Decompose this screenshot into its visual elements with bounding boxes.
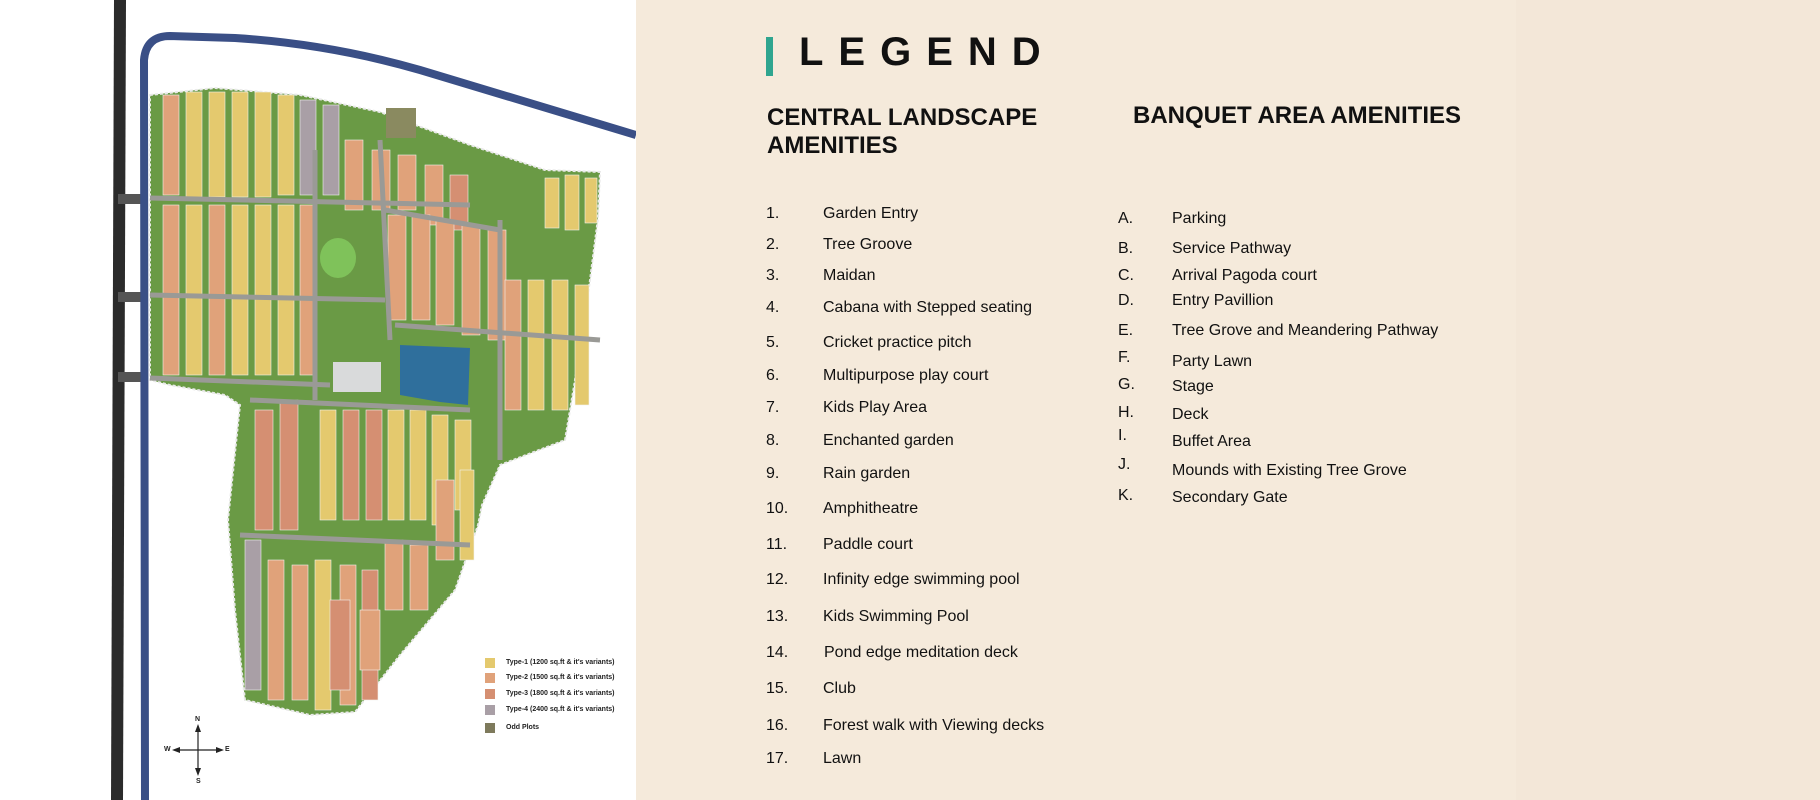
amenity-label: Secondary Gate xyxy=(1172,489,1288,506)
club-building xyxy=(333,362,381,392)
plot-strip xyxy=(488,230,506,340)
plot-strip xyxy=(323,105,339,195)
amenity-label: Enchanted garden xyxy=(823,432,954,449)
legend-panel xyxy=(636,0,1820,800)
plot-strip xyxy=(245,540,261,690)
amenity-number: 10. xyxy=(766,500,789,517)
plot-type-swatch xyxy=(485,658,495,668)
plot-strip xyxy=(528,280,544,410)
plot-strip xyxy=(575,285,589,405)
plot-strip xyxy=(186,92,202,197)
amenity-letter: E. xyxy=(1118,322,1134,339)
compass-east-label: E xyxy=(225,746,230,753)
site-master-plan-map xyxy=(0,0,636,800)
plot-strip xyxy=(163,95,179,195)
plot-strip xyxy=(278,95,294,195)
amenity-number: 7. xyxy=(766,399,780,416)
legend-card xyxy=(636,0,1516,800)
compass-rose xyxy=(172,724,224,776)
amenity-number: 16. xyxy=(766,717,789,734)
amenity-label: Kids Play Area xyxy=(823,399,928,416)
plot-strip xyxy=(388,410,404,520)
plot-strip xyxy=(345,140,363,210)
plot-type-swatch xyxy=(485,705,495,715)
amenity-number: 11. xyxy=(766,536,788,553)
amenity-label: Rain garden xyxy=(823,465,911,482)
plot-strip xyxy=(462,225,480,335)
central-amenities-heading: CENTRAL LANDSCAPE AMENITIES xyxy=(767,104,1038,159)
plot-strip xyxy=(232,205,248,375)
plot-type-label: Type-1 (1200 sq.ft & it's variants) xyxy=(506,659,615,666)
plot-strip xyxy=(268,560,284,700)
amenity-label: Party Lawn xyxy=(1172,353,1253,370)
plot-strip xyxy=(255,410,273,530)
maidan-lawn xyxy=(320,238,356,278)
plot-strip xyxy=(232,92,248,197)
amenity-letter: F. xyxy=(1118,349,1131,366)
amenity-number: 6. xyxy=(766,367,780,384)
plot-strip xyxy=(315,560,331,710)
plot-type-label: Type-4 (2400 sq.ft & it's variants) xyxy=(506,706,615,713)
amenity-number: 2. xyxy=(766,236,780,253)
amenity-label: Forest walk with Viewing decks xyxy=(823,717,1045,734)
amenity-label: Infinity edge swimming pool xyxy=(823,571,1020,588)
amenity-label: Arrival Pagoda court xyxy=(1172,267,1317,284)
plot-strip xyxy=(292,565,308,700)
plot-type-swatch xyxy=(485,689,495,699)
plot-type-label: Type-2 (1500 sq.ft & it's variants) xyxy=(506,674,615,681)
plot-strip xyxy=(410,545,428,610)
amenity-label: Parking xyxy=(1172,210,1227,227)
amenity-letter: A. xyxy=(1118,210,1134,227)
amenity-label: Mounds with Existing Tree Grove xyxy=(1172,462,1407,479)
plot-strip xyxy=(545,178,559,228)
plot-strip xyxy=(343,410,359,520)
plot-type-label: Odd Plots xyxy=(506,724,540,731)
plot-strip xyxy=(412,215,430,320)
amenity-label: Maidan xyxy=(823,267,876,284)
amenity-label: Paddle court xyxy=(823,536,913,553)
plot-strip xyxy=(565,175,579,230)
amenity-letter: B. xyxy=(1118,240,1134,257)
amenity-label: Lawn xyxy=(823,750,862,767)
amenity-number: 5. xyxy=(766,334,780,351)
plot-strip xyxy=(280,400,298,530)
amenity-label: Pond edge meditation deck xyxy=(824,644,1018,661)
plot-strip xyxy=(436,220,454,325)
plot-strip xyxy=(385,540,403,610)
plot-strip xyxy=(163,205,179,375)
amenity-label: Kids Swimming Pool xyxy=(823,608,969,625)
plot-strip xyxy=(552,280,568,410)
compass-north-label: N xyxy=(195,716,201,723)
amenity-number: 9. xyxy=(766,465,780,482)
amenity-letter: C. xyxy=(1118,267,1134,284)
amenity-letter: J. xyxy=(1118,456,1131,473)
amenity-label: Cabana with Stepped seating xyxy=(823,299,1033,316)
compass-south-label: S xyxy=(196,778,201,785)
plot-strip xyxy=(410,410,426,520)
title-accent-bar xyxy=(766,37,773,76)
amenity-number: 15. xyxy=(766,680,789,697)
banquet-amenities-heading: BANQUET AREA AMENITIES xyxy=(1133,102,1462,129)
amenity-label: Tree Grove and Meandering Pathway xyxy=(1172,322,1439,339)
plot-strip xyxy=(320,410,336,520)
amenity-label: Deck xyxy=(1172,406,1209,423)
amenity-letter: D. xyxy=(1118,292,1134,309)
amenity-letter: I. xyxy=(1118,427,1127,444)
amenity-label: Club xyxy=(823,680,856,697)
compass-west-label: W xyxy=(164,746,171,753)
amenity-letter: H. xyxy=(1118,404,1134,421)
main-road xyxy=(117,0,120,800)
plot-strip xyxy=(505,280,521,410)
amenity-number: 1. xyxy=(766,205,780,222)
service-yard xyxy=(386,108,416,138)
amenity-number: 4. xyxy=(766,299,780,316)
plot-strip xyxy=(366,410,382,520)
amenity-label: Amphitheatre xyxy=(823,500,919,517)
plot-strip xyxy=(330,600,350,690)
plot-strip xyxy=(360,610,380,670)
amenity-number: 13. xyxy=(766,608,789,625)
plot-type-swatch xyxy=(485,673,495,683)
plot-strip xyxy=(209,92,225,197)
amenity-number: 8. xyxy=(766,432,780,449)
amenity-label: Buffet Area xyxy=(1172,433,1251,450)
amenity-label: Cricket practice pitch xyxy=(823,334,972,351)
plot-strip xyxy=(278,205,294,375)
amenity-label: Service Pathway xyxy=(1172,240,1292,257)
plot-type-label: Type-3 (1800 sq.ft & it's variants) xyxy=(506,690,615,697)
amenity-number: 12. xyxy=(766,571,789,588)
plot-strip xyxy=(255,205,271,375)
pond xyxy=(400,345,470,405)
amenity-number: 14. xyxy=(766,644,789,661)
amenity-number: 17. xyxy=(766,750,789,767)
amenity-label: Multipurpose play court xyxy=(823,367,989,384)
amenity-number: 3. xyxy=(766,267,780,284)
plot-strip xyxy=(436,480,454,560)
amenity-label: Entry Pavillion xyxy=(1172,292,1274,309)
amenity-label: Tree Groove xyxy=(823,236,913,253)
amenity-label: Stage xyxy=(1172,378,1214,395)
plot-strip xyxy=(209,205,225,375)
plot-strip xyxy=(585,178,597,223)
plot-type-swatch xyxy=(485,723,495,733)
amenity-label: Garden Entry xyxy=(823,205,919,222)
plot-strip xyxy=(186,205,202,375)
amenity-letter: K. xyxy=(1118,487,1134,504)
amenity-letter: G. xyxy=(1118,376,1135,393)
legend-title: LEGEND xyxy=(799,30,1056,74)
plot-strip xyxy=(255,92,271,197)
